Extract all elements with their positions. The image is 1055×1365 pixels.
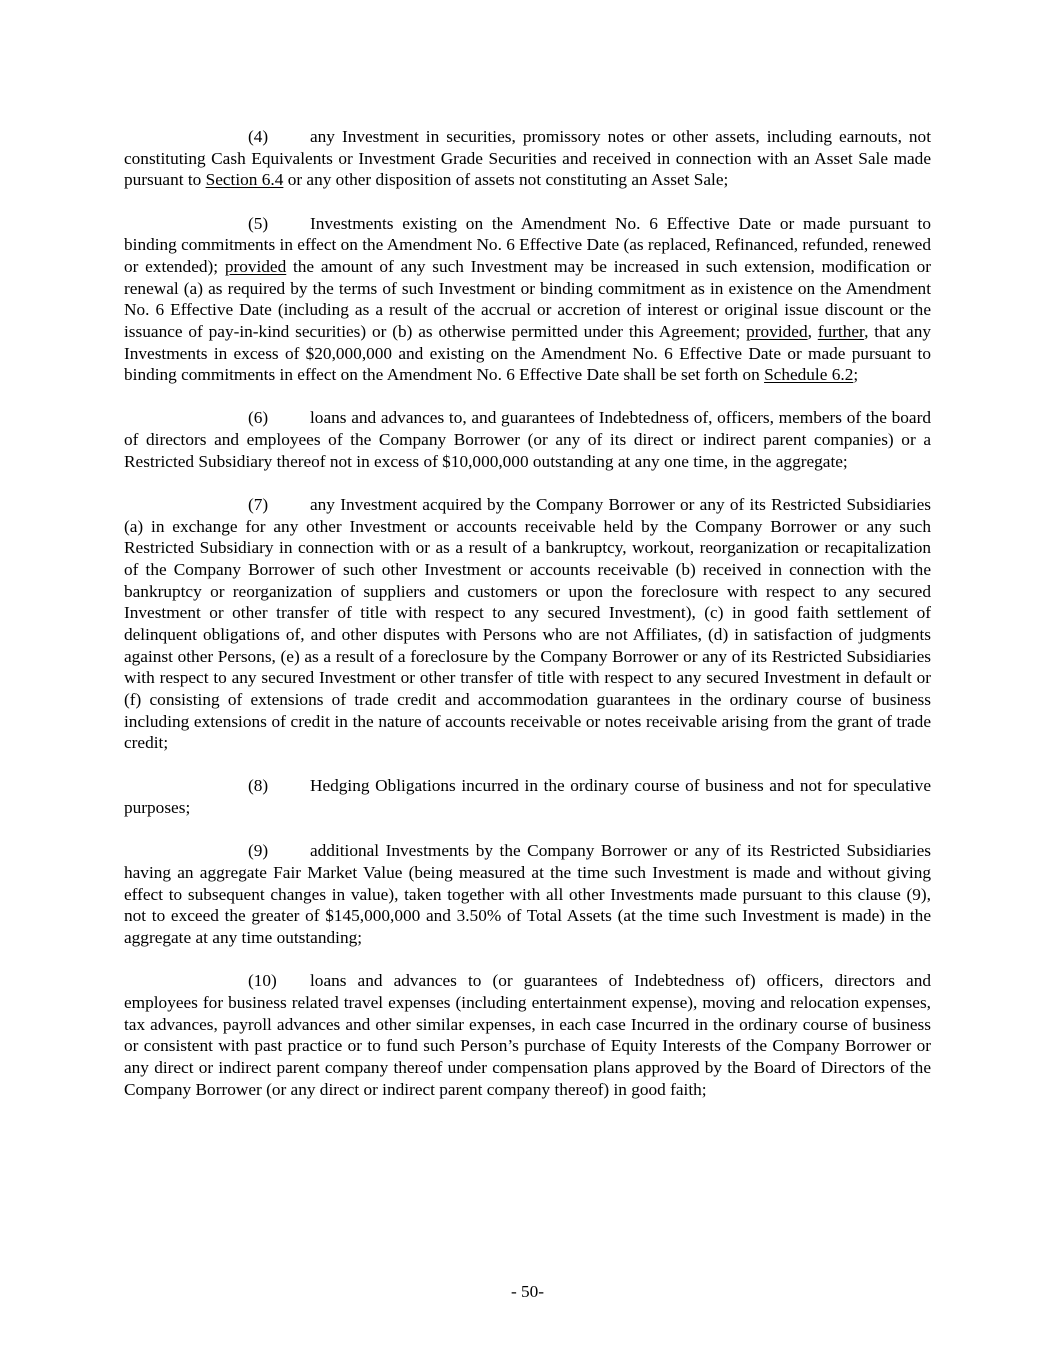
clause-text: the amount of any such Investment may be increased in such extension, modification or renewal (a) as required by the terms of such Investment or binding commitment as in existence on the Amendment No. 6 Effective Date (including as a result of the accrual or accretion of interest or original issue discount or the issuance of pay-in-kind securities) or (b) as otherwise permitted under this Agreement; <box>124 256 932 341</box>
clause-number: (9) <box>248 841 269 861</box>
section-reference-link: Section 6.4 <box>205 170 284 190</box>
clause-4 <box>124 126 931 191</box>
clause-8 <box>124 775 931 818</box>
clause-number: (5) <box>248 213 269 233</box>
clause-number: (6) <box>248 408 269 428</box>
page-number: - 50- <box>510 1282 545 1301</box>
clause-6 <box>124 407 931 472</box>
clause-number: (8) <box>248 776 269 796</box>
clause-text: ; <box>853 365 859 385</box>
clause-10 <box>124 970 931 1100</box>
clause-7 <box>124 494 931 754</box>
clause-text: or any other disposition of assets not constituting an Asset Sale; <box>283 170 729 190</box>
clause-5 <box>124 213 931 386</box>
clause-text: Investments existing on the Amendment No. 6 Effective Date or made pursuant to binding commitments in effect on the Amendment No. 6 Effective Date (as replaced, Refinanced, refunded, renewed or extended); <box>124 213 931 276</box>
clause-text: additional Investments by the Company Borrower or any of its Restricted Subsidiaries having an aggregate Fair Market Value (being measured at the time such Investment is made and without giving effect to subsequent changes in value), taken together with all other Investments made pursuant to this clause (9), not to exceed the greater of $145,000,000 and 3.50% of Total Assets (at the time such Investment is made) in the aggregate at any time outstanding; <box>124 841 931 947</box>
underlined-term: provided <box>746 321 808 341</box>
clause-text: any Investment acquired by the Company Borrower or any of its Restricted Subsidiaries (a) in exchange for any other Investment or accounts receivable held by the Company Borrower or any such Restricted Subsidiary in connection with or as a result of a bankruptcy, workout, reorganization or recapitalization of the Company Borrower of such other Investment or accounts receivable (b) received in connection with the bankruptcy or reorganization of suppliers and customers or upon the foreclosure with respect to any secured Investment or other transfer of title with respect to any secured Investment), (c) in good faith settlement of delinquent obligations of, and other disputes with Persons who are not Affiliates, (d) in satisfaction of judgments against other Persons, (e) as a result of a foreclosure by the Company Borrower or any of its Restricted Subsidiaries with respect to any secured Investment or other transfer of title with respect to any secured Investment in default or (f) consisting of extensions of trade credit and accommodation guarantees in the ordinary course of business including extensions of credit in the nature of accounts receivable or notes receivable arising from the grant of trade credit; <box>124 494 931 753</box>
clause-number: (4) <box>248 127 269 146</box>
clause-text: loans and advances to (or guarantees of Indebtedness of) officers, directors and employees for business related travel expenses (including entertainment expense), moving and relocation expenses, tax advances, payroll advances and other similar expenses, in each case Incurred in the ordinary course of business or consistent with past practice or to fund such Person’s purchase of Equity Interests of the Company Borrower or any direct or indirect parent company thereof under compensation plans approved by the Board of Directors of the Company Borrower (or any direct or indirect parent company thereof) in good faith; <box>124 971 931 1099</box>
underlined-term: further <box>817 321 865 341</box>
underlined-term: provided <box>224 256 287 276</box>
clause-text: loans and advances to, and guarantees of Indebtedness of, officers, members of the board of directors and employees of the Company Borrower (or any of its direct or indirect parent companies) or a Restricted Subsidiary thereof not in excess of $10,000,000 outstanding at any one time, in the aggregate; <box>124 408 931 471</box>
document-page <box>124 126 931 1122</box>
clause-text: , that any Investments in excess of $20,000,000 and existing on the Amendment No. 6 Effective Date or made pursuant to binding commitments in effect on the Amendment No. 6 Effective Date shall be set forth on <box>124 321 932 385</box>
clause-number: (10) <box>248 971 277 991</box>
clause-text: , <box>807 321 818 341</box>
clause-text: any Investment in securities, promissory notes or other assets, including earnouts, not constituting Cash Equivalents or Investment Grade Securities and received in connection with an Asset Sale made pursuant to <box>124 127 931 190</box>
clause-text: Hedging Obligations incurred in the ordinary course of business and not for speculative purposes; <box>124 776 931 818</box>
schedule-reference-link: Schedule 6.2 <box>764 365 854 385</box>
clause-9 <box>124 840 931 948</box>
clause-number: (7) <box>248 494 269 514</box>
